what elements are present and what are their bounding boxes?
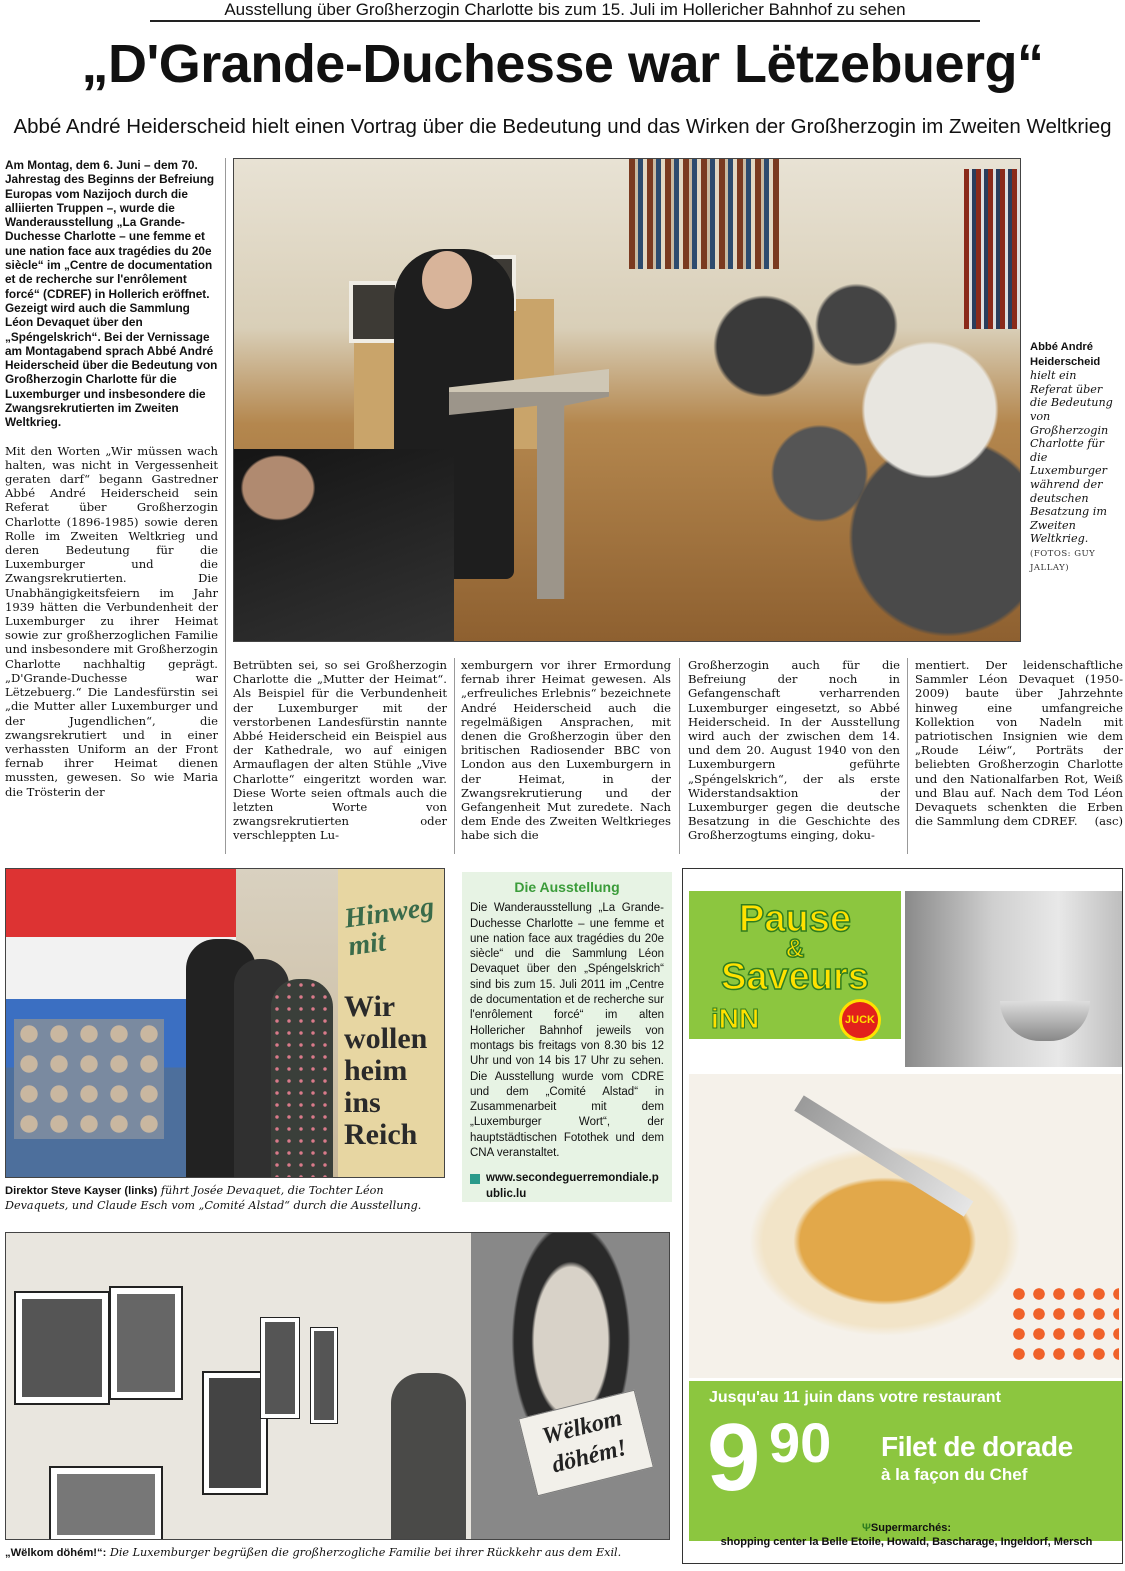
exhibition-caption: [5, 1184, 445, 1216]
body-col1: Mit den Worten „Wir müssen wach halten, was nicht in Vergessenheit geraten darf“ begann Gastredner Abbé André Heiderscheid sein Referat über Großherzogin Charlotte (1896-1985) sowie deren Rolle im Zweiten Weltkrieg und deren Bedeutung für die Luxemburger und die Zwangsrekrutierten. Die Unabhängigkeitsfeiern im Jahr 1939 hätten die Verbundenheit der Luxemburger zu ihrer Heimat sowie zur großherzoglichen Familie und insbesondere mit Großherzogin Charlotte nachhaltig geprägt. „D'Grande-Duchesse war Lëtzebuerg.“ Die Landesfürstin sei „die Mutter aller Luxemburger und der Jugendlichen“, die zwangsrekrutiert und in einer verhassten Uniform an der Front fernab ihrer Heimat dienen mussten, gewesen. So wie Maria die Trösterin der: [5, 443, 218, 799]
column-3: [461, 658, 671, 854]
dish-name: Filet de dorade: [881, 1431, 1073, 1462]
main-photo-caption: [1030, 340, 1122, 573]
price-main: 9: [707, 1404, 761, 1511]
caption-text: Die Luxemburger begrüßen die großherzogliche Familie bei ihrer Rückkehr aus dem Exil.: [109, 1546, 622, 1559]
framed-portrait: [349, 281, 399, 343]
info-box: [462, 872, 672, 1202]
framed-photo: [16, 1293, 108, 1403]
info-box-body: Die Wanderausstellung „La Grande-Duchesse Charlotte – une femme et une nation face aux tragédies du 20e siècle“ und die Sammlung Léon Devaquet über den „Spéngelskrich“ sind bis zum 15. Juli 2011 im „Centre de documentation et de recherche sur l'enrôlement forcé“ im alten Hollericher Bahnhof jeweils von montags bis freitags von 8.30 bis 12 Uhr und von 14 bis 17 Uhr zu sehen. Die Ausstellung wurde vom CDRE und dem „Comité Alstad“ in Zusammenarbeit mit dem „Luxemburger Wort“, der hauptstädtischen Fotothek und dem CNA veranstaltet.: [470, 902, 664, 1160]
seated-man-foreground: [234, 449, 454, 642]
body-col4: Großherzogin auch für die Befreiung der noch in Gefangenschaft verharrenden Luxemburger eingesetzt, so Abbé Heiderscheid. In der Ausstellung wird auch der zwischen dem 14. und dem 20. August 1940 von den Luxemburgern geführte „Spéngelskrich“, der als erste Widerstandsaktion der Luxemburger gegen die deutsche Besatzung in die Geschichte des Großherzogtums einging, doku-: [688, 658, 900, 843]
lead-paragraph: Am Montag, dem 6. Juni – dem 70. Jahrestag des Beginns der Befreiung Europas vom Nazijoch durch die alliierten Truppen –, wurde die Wanderausstellung „La Grande-Duchesse Charlotte – une femme et une nation face aux tragédies du 20e siècle“ im „Centre de documentation et de recherche sur l'enrôlement forcé“ (CDREF) in Hollerich eröffnet. Gezeigt wird auch die Sammlung Léon Devaquet über den „Spéngelskrich“. Bei der Vernissage am Montagabend sprach Abbé André Heiderscheid über die Bedeutung von Großherzogin Charlotte für die Luxemburger und insbesondere die Zwangsrekrutierten im Zweiten Weltkrieg.: [5, 158, 218, 430]
fish-dish-photo: [689, 1074, 1123, 1378]
exhibition-photo: [5, 868, 445, 1178]
cactus-icon: Ψ: [862, 1522, 871, 1534]
info-box-link[interactable]: [470, 1171, 664, 1202]
caption-text: hielt ein Referat über die Bedeutung von Großherzogin Charlotte für die Luxemburger während der deutschen Besatzung im Zweiten Weltkrieg.: [1030, 369, 1113, 546]
column-4: [688, 658, 900, 854]
column-separator: [907, 658, 908, 854]
column-separator: [679, 658, 680, 854]
price-cents: 90: [769, 1411, 832, 1474]
column-2: [233, 658, 447, 854]
advertisement: [682, 868, 1123, 1564]
speaker-head: [422, 251, 472, 309]
bullet-square-icon: [470, 1174, 480, 1184]
column-1: [5, 158, 218, 854]
poster-text: Wir wollen heim ins Reich: [344, 990, 428, 1151]
audience: [654, 219, 1021, 642]
caption-bold: „Wëlkom döhém!“:: [5, 1547, 107, 1559]
caption-bold: Direktor Steve Kayser (links): [5, 1185, 158, 1197]
info-box-link-text[interactable]: www.secondeguerremondiale.public.lu: [486, 1172, 659, 1200]
body-col2: Betrübten sei, so sei Großherzogin Charlotte die „Mutter der Heimat“. Als Beispiel für die Verbundenheit der Luxemburger mit der verstorbenen Landesfürstin nannte Abbé Heiderscheid ein Beispiel aus der Kathedrale, wo auf einigen Armauflagen der alten Stühle „Vive Charlotte“ eingeritzt worden war. Diese Worte seien oftmals auch die letzten Worte von zwangsrekrutierten oder verschleppten Lu-: [233, 658, 447, 843]
pan-shape: [1000, 1001, 1090, 1041]
column-5: [915, 658, 1123, 854]
dish-sub: à la façon du Chef: [881, 1465, 1028, 1484]
author-sig: (asc): [1094, 814, 1123, 829]
girl-poster: [471, 1233, 670, 1540]
promo-text: Jusqu'au 11 juin dans votre restaurant: [709, 1389, 1001, 1406]
caption-bold: Abbé André Heiderscheid: [1030, 341, 1101, 368]
ad-logo-panel: [689, 891, 901, 1039]
store-title: Supermarchés:: [870, 1522, 951, 1534]
person-woman: [271, 979, 333, 1178]
photo-credit: (FOTOS: GUY JALLAY): [1030, 548, 1096, 573]
pause-saveurs-logo: Pause & Saveurs: [721, 898, 869, 998]
body-col5: mentiert. Der leidenschaftliche Sammler Léon Devaquet (1950-2009) baute über Jahrzehnte hinweg eine umfangreiche Kollektion von Nadeln mit patriotischen Insignien wie dem „Roude Léiw“, Porträts der beliebten Großherzogin Charlotte und den Nationalfarben Rot, Weiß und Blau auf. Nach dem Tod Léon Devaquets schenkten die Erben die Sammlung dem CDREF.: [915, 658, 1123, 829]
chef-photo: [905, 891, 1123, 1067]
store-locations: shopping center la Belle Etoile, Howald, Bascharage, Ingeldorf, Mersch: [720, 1536, 1093, 1548]
store-list: [689, 1521, 1123, 1564]
pin-collection: [14, 1019, 164, 1139]
info-box-title: Die Ausstellung: [514, 879, 620, 895]
welcome-sign: Wëlkom döhém!: [518, 1390, 654, 1497]
column-separator: [454, 658, 455, 854]
body-col3: xemburgern vor ihrer Ermordung fernab ihrer Heimat gewesen. Als „erfreuliches Erlebnis“ bezeichnete André Heiderscheid auch die regelmäßigen Ansprachen, mit denen die Großherzogin über den britischen Radiosender BBC von London aus den Luxemburgern in der Heimat, in der Zwangsrekrutierung und der Gefangenheit Mut zuredete. Nach dem Ende des Zweiten Weltkrieges habe sich die: [461, 658, 671, 843]
promo-panel: [689, 1381, 1123, 1541]
main-photo: [233, 158, 1021, 642]
framed-photo: [311, 1328, 337, 1423]
framed-photo: [111, 1288, 181, 1398]
caption-text: führt Josée Devaquet, die Tochter Léon Devaquets, und Claude Esch vom „Comité Alstad“ durch die Ausstellung.: [5, 1184, 422, 1212]
tomato-dice: [1009, 1284, 1119, 1364]
poster-column: [338, 869, 445, 1178]
column-separator: [225, 158, 226, 854]
framed-photo: [261, 1318, 299, 1418]
poster-text: Hinweg mit: [342, 891, 437, 963]
fork-shape: [794, 1095, 973, 1216]
cactus-inn-logo: iNN: [711, 1003, 760, 1034]
gallery-caption: [5, 1546, 675, 1568]
juck-logo: JUCK: [839, 999, 881, 1041]
framed-photo: [204, 1373, 266, 1493]
visitor-figure: [391, 1373, 466, 1540]
subhead: Abbé André Heiderscheid hielt einen Vortrag über die Bedeutung und das Wirken der Großherzogin im Zweiten Weltkrieg: [13, 115, 1112, 138]
kicker: Ausstellung über Großherzogin Charlotte bis zum 15. Juli im Hollericher Bahnhof zu sehen: [150, 0, 980, 22]
gallery-photo: [5, 1232, 670, 1540]
framed-photo: [51, 1468, 161, 1540]
headline: „D'Grande-Duchesse war Lëtzebuerg“: [81, 34, 1044, 94]
